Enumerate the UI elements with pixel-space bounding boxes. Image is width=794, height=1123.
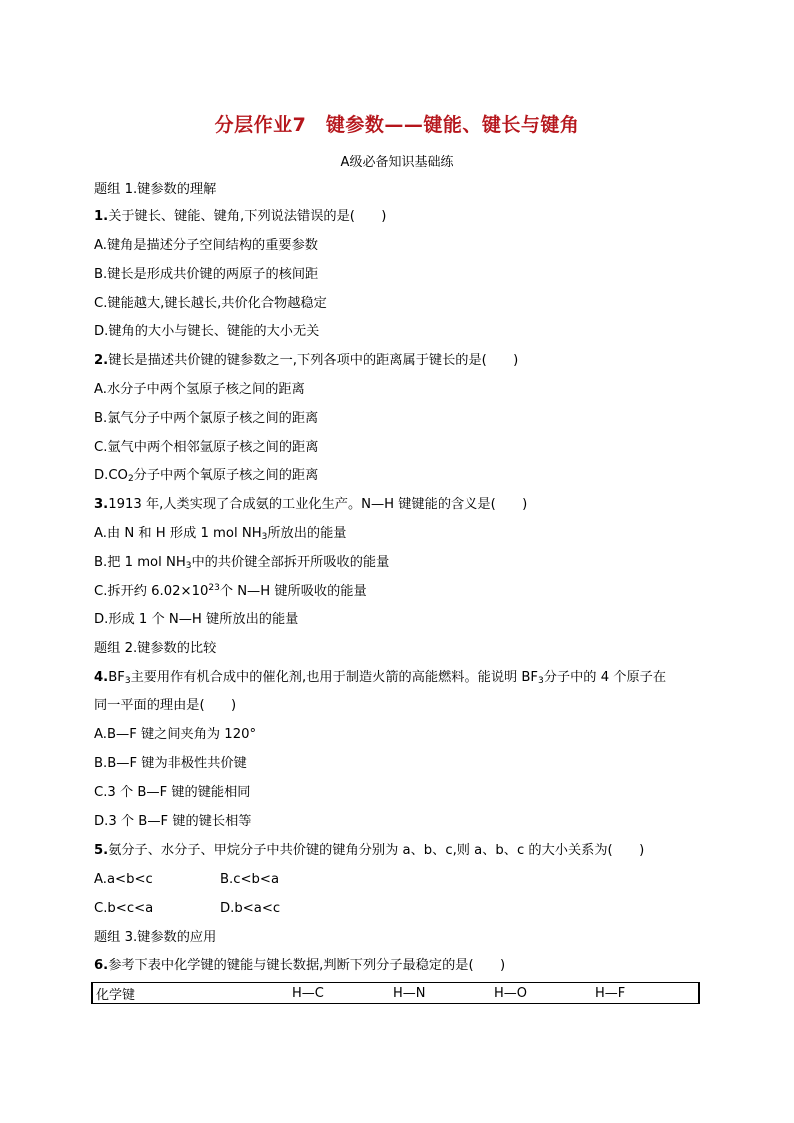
q5-options-row2: [94, 900, 281, 918]
group2-heading: 题组 2.键参数的比较: [94, 641, 217, 656]
q5-option-a: A.a<b<c: [94, 872, 153, 887]
question-1: [94, 208, 386, 226]
q3-option-a: [94, 525, 346, 543]
q5-option-b: B.c<b<a: [220, 872, 280, 887]
question-4-line2: 同一平面的理由是( ): [94, 698, 237, 713]
table-cell-header: 化学键: [92, 983, 289, 1004]
q3-b-subscript: 3: [185, 561, 192, 571]
table-row: [92, 983, 699, 1004]
q3-a-subscript: 3: [261, 532, 268, 542]
q2-d-text-rest: 分子中两个氧原子核之间的距离: [133, 468, 319, 483]
question-2-stem: 键长是描述共价键的键参数之一,下列各项中的距离属于键长的是( ): [108, 353, 519, 368]
question-6: [94, 957, 505, 975]
table-cell-hf: H—F: [592, 983, 699, 1004]
group1-heading: 题组 1.键参数的理解: [94, 182, 217, 197]
table-cell-hn: H—N: [390, 983, 491, 1004]
table-cell-ho: H—O: [491, 983, 592, 1004]
q5-options-row1: [94, 871, 280, 889]
q3-b-text: B.把 1 mol NH: [94, 555, 186, 570]
page-title: 分层作业7 键参数——键能、键长与键角: [214, 114, 580, 136]
table-cell-hc: H—C: [289, 983, 390, 1004]
question-4: [94, 669, 666, 687]
question-3-stem: 1913 年,人类实现了合成氨的工业化生产。N—H 键键能的含义是( ): [108, 497, 528, 512]
question-4-number: 4.: [94, 670, 109, 685]
question-6-stem: 参考下表中化学键的键能与键长数据,判断下列分子最稳定的是( ): [108, 958, 506, 973]
bond-data-table: [91, 982, 700, 1004]
question-5-stem: 氨分子、水分子、甲烷分子中共价键的键角分别为 a、b、c,则 a、b、c 的大小关系为( ): [108, 843, 645, 858]
q2-d-text: D.CO: [94, 468, 128, 483]
question-3: [94, 496, 527, 514]
q4-subscript-2: 3: [538, 676, 544, 686]
question-5-number: 5.: [94, 843, 109, 858]
q3-option-c: [94, 583, 367, 601]
q3-c-text: C.拆开约 6.02×10: [94, 584, 209, 599]
q4-option-c: C.3 个 B—F 键的键能相同: [94, 785, 251, 800]
question-1-stem: 关于键长、键能、键角,下列说法错误的是( ): [108, 209, 387, 224]
group3-heading: 题组 3.键参数的应用: [94, 930, 217, 945]
q3-c-text-rest: 个 N—H 键所吸收的能量: [219, 584, 367, 599]
q4-stem-part2: 主要用作有机合成中的催化剂,也用于制造火箭的高能燃料。能说明 BF: [130, 670, 539, 685]
q2-option-a: A.水分子中两个氢原子核之间的距离: [94, 382, 305, 397]
q5-option-d: D.b<a<c: [220, 901, 281, 916]
q3-option-d: D.形成 1 个 N—H 键所放出的能量: [94, 612, 299, 627]
q2-option-b: B.氯气分子中两个氯原子核之间的距离: [94, 411, 319, 426]
question-3-number: 3.: [94, 497, 109, 512]
question-1-number: 1.: [94, 209, 109, 224]
q4-stem-part1: BF: [108, 670, 125, 685]
question-2: [94, 352, 518, 370]
q4-stem-part3: 分子中的 4 个原子在: [543, 670, 667, 685]
q4-option-a: A.B—F 键之间夹角为 120°: [94, 727, 257, 742]
q1-option-d: D.键角的大小与键长、键能的大小无关: [94, 324, 320, 339]
q2-option-d: [94, 467, 318, 485]
q1-option-c: C.键能越大,键长越长,共价化合物越稳定: [94, 296, 327, 311]
q3-option-b: [94, 554, 389, 572]
question-6-number: 6.: [94, 958, 109, 973]
question-2-number: 2.: [94, 353, 109, 368]
q4-option-d: D.3 个 B—F 键的键长相等: [94, 814, 252, 829]
q2-d-subscript: 2: [127, 474, 134, 484]
q1-option-b: B.键长是形成共价键的两原子的核间距: [94, 267, 319, 282]
q4-subscript-1: 3: [124, 676, 131, 686]
q4-option-b: B.B—F 键为非极性共价键: [94, 756, 247, 771]
q5-option-c: C.b<c<a: [94, 901, 154, 916]
level-heading: A级必备知识基础练: [340, 155, 454, 170]
q3-b-text-rest: 中的共价键全部拆开所吸收的能量: [191, 555, 390, 570]
q3-a-text: A.由 N 和 H 形成 1 mol NH: [94, 526, 262, 541]
q1-option-a: A.键角是描述分子空间结构的重要参数: [94, 238, 318, 253]
q3-c-superscript: 23: [208, 583, 220, 593]
question-5: [94, 842, 644, 860]
q3-a-text-rest: 所放出的能量: [267, 526, 347, 541]
q2-option-c: C.氩气中两个相邻氩原子核之间的距离: [94, 440, 319, 455]
